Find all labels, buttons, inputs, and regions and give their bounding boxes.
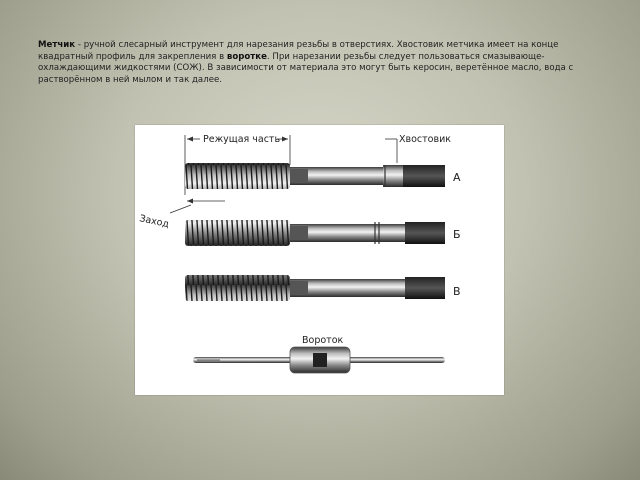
tap-b-label: Б <box>453 228 461 241</box>
tap-wrench <box>193 335 445 373</box>
description-part-1: - ручной слесарный инструмент для нарезания резьбы в отверстиях. Хвостовик метчика имеет на конце квадратный профиль для закрепления в <box>38 40 559 62</box>
tap-a-label: А <box>453 171 461 184</box>
cutting-part-label: Режущая часть <box>203 134 281 145</box>
tap-illustration <box>135 125 504 395</box>
tap-a <box>185 163 461 189</box>
term-wrench: воротке <box>226 51 267 62</box>
tap-figure <box>135 125 504 395</box>
shank-dimension <box>385 134 451 163</box>
lead-label: Заход <box>138 213 170 231</box>
wrench-label: Вороток <box>302 335 344 346</box>
tap-c <box>185 275 461 301</box>
tap-c-label: В <box>453 285 461 298</box>
shank-label: Хвостовик <box>399 134 451 145</box>
description-paragraph <box>38 40 613 86</box>
term-tap: Метчик <box>38 40 76 50</box>
description-part-2: . При нарезании резьбы следует пользоваться смазывающе-охлаждающими жидкостями (СОЖ). В зависимости от материала это могут быть керосин, веретённое масло, вода с растворённом в ней мылом и так далее. <box>38 51 574 85</box>
tap-b <box>185 220 461 246</box>
